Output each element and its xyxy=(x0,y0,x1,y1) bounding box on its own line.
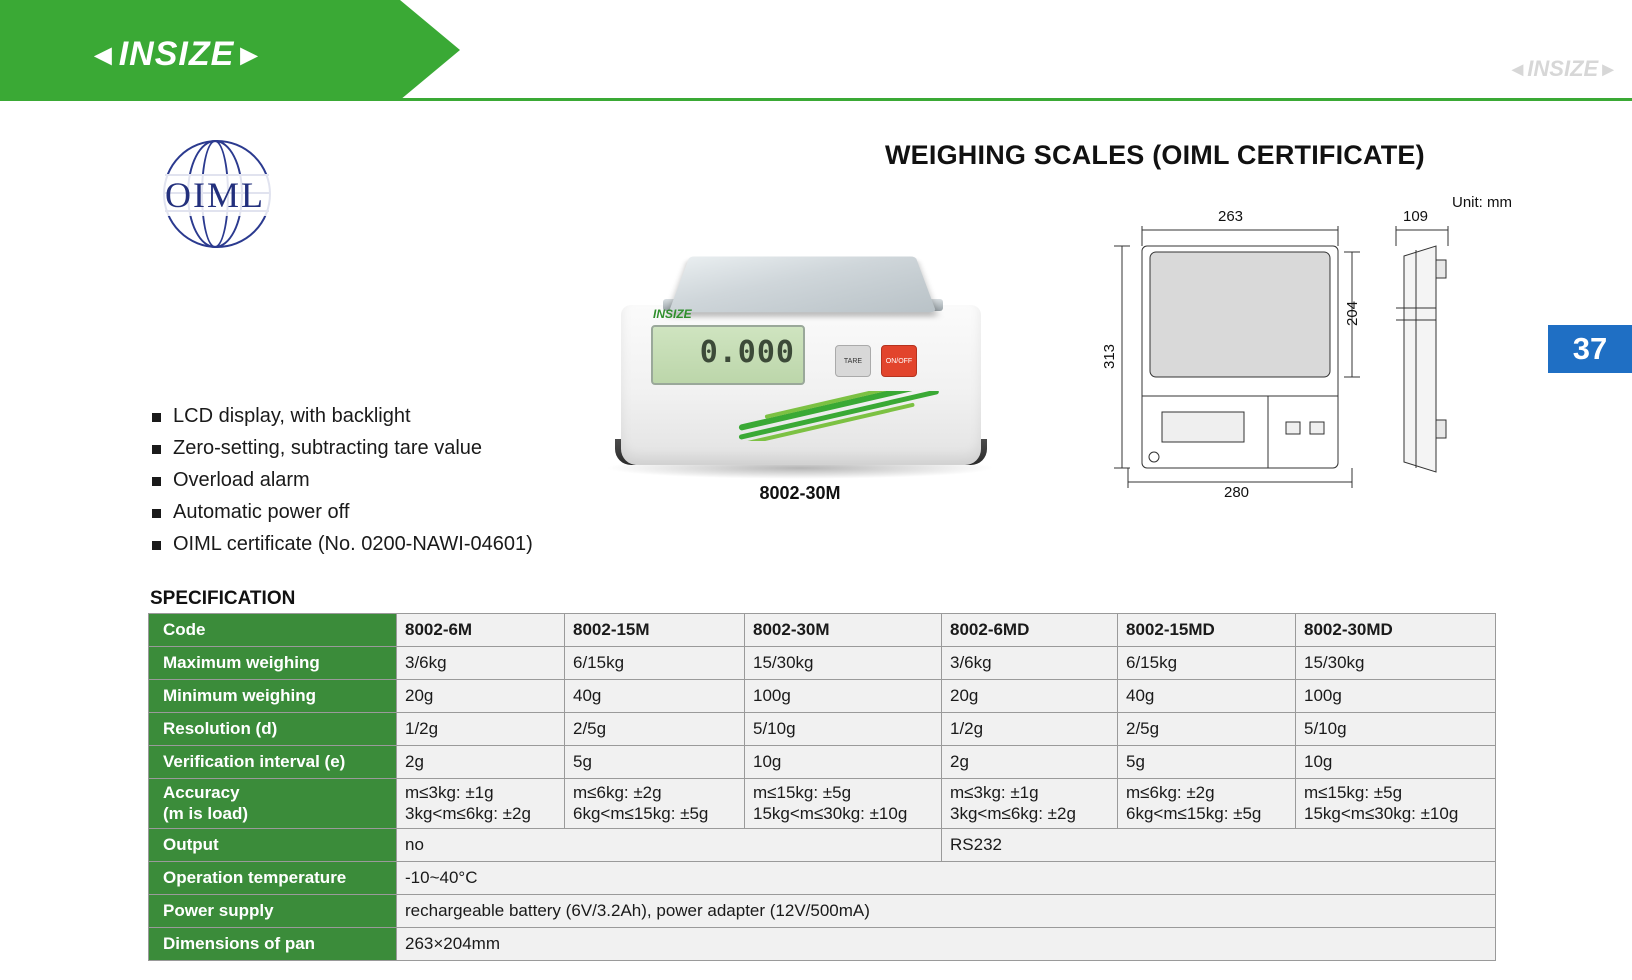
cell: 5/10g xyxy=(745,713,942,746)
accuracy-line: m≤6kg: ±2g xyxy=(573,783,662,802)
page-header xyxy=(0,0,1632,100)
specification-table xyxy=(148,613,1496,961)
cell xyxy=(1296,779,1496,829)
dim-left-height: 313 xyxy=(1101,343,1119,370)
dimension-drawings xyxy=(1100,194,1520,510)
accuracy-line: 6kg<m≤15kg: ±5g xyxy=(1126,804,1262,824)
accuracy-line: m≤6kg: ±2g xyxy=(1126,783,1215,802)
unit-label: Unit: mm xyxy=(1452,194,1512,211)
cell: 2/5g xyxy=(1118,713,1296,746)
table-row xyxy=(149,647,1496,680)
cell: 10g xyxy=(745,746,942,779)
oiml-logo-label: OIML xyxy=(155,174,275,216)
accuracy-line: 15kg<m≤30kg: ±10g xyxy=(753,804,908,824)
bullet-icon xyxy=(152,509,161,518)
row-label: Minimum weighing xyxy=(149,680,397,713)
feature-list xyxy=(152,405,533,565)
accuracy-line: 3kg<m≤6kg: ±2g xyxy=(950,804,1076,824)
bullet-icon xyxy=(152,445,161,454)
cell: no xyxy=(397,828,942,861)
feature-text: Zero-setting, subtracting tare value xyxy=(173,437,483,459)
cell: 2g xyxy=(942,746,1118,779)
list-item xyxy=(152,405,533,428)
insize-logo-right-text: INSIZE xyxy=(1527,56,1599,81)
product-brand-mark: INSIZE xyxy=(653,307,692,321)
page-number-tab xyxy=(1548,325,1632,373)
cell xyxy=(1118,779,1296,829)
product-photo xyxy=(585,195,1015,505)
cell: RS232 xyxy=(942,828,1496,861)
cell: 1/2g xyxy=(942,713,1118,746)
insize-logo-right: ◄INSIZE► xyxy=(1507,56,1618,81)
row-label: Power supply xyxy=(149,894,397,927)
cell: 8002-6M xyxy=(397,614,565,647)
table-row xyxy=(149,680,1496,713)
bullet-icon xyxy=(152,477,161,486)
cell: 40g xyxy=(1118,680,1296,713)
cell: 2/5g xyxy=(565,713,745,746)
cell: 8002-15M xyxy=(565,614,745,647)
specification-heading: SPECIFICATION xyxy=(150,588,296,609)
row-label: Maximum weighing xyxy=(149,647,397,680)
cell: 20g xyxy=(942,680,1118,713)
cell xyxy=(745,779,942,829)
oiml-certificate-logo xyxy=(155,140,275,250)
cell xyxy=(565,779,745,829)
cell: 20g xyxy=(397,680,565,713)
cell: 6/15kg xyxy=(565,647,745,680)
insize-logo-text: INSIZE xyxy=(118,35,235,73)
table-row xyxy=(149,828,1496,861)
table-row xyxy=(149,713,1496,746)
product-photo-caption: 8002-30M xyxy=(759,483,841,503)
row-label: Operation temperature xyxy=(149,861,397,894)
cell: 263×204mm xyxy=(397,927,1496,960)
dim-side-width: 109 xyxy=(1403,208,1429,225)
dim-right-height: 204 xyxy=(1344,300,1362,327)
cell: 5/10g xyxy=(1296,713,1496,746)
cell: 15/30kg xyxy=(745,647,942,680)
accuracy-line: 15kg<m≤30kg: ±10g xyxy=(1304,804,1459,824)
accuracy-line: 6kg<m≤15kg: ±5g xyxy=(573,804,709,824)
accuracy-label-line2: (m is load) xyxy=(163,804,249,824)
list-item xyxy=(152,533,533,556)
accuracy-line: m≤3kg: ±1g xyxy=(950,783,1039,802)
cell xyxy=(397,779,565,829)
table-row xyxy=(149,927,1496,960)
cell: 100g xyxy=(1296,680,1496,713)
page-number: 37 xyxy=(1572,331,1608,366)
page-title: WEIGHING SCALES (OIML CERTIFICATE) xyxy=(885,140,1425,170)
cell: 5g xyxy=(565,746,745,779)
feature-text: OIML certificate (No. 0200-NAWI-04601) xyxy=(173,533,533,555)
cell: 8002-15MD xyxy=(1118,614,1296,647)
row-label: Code xyxy=(149,614,397,647)
row-label: Verification interval (e) xyxy=(149,746,397,779)
row-label: Dimensions of pan xyxy=(149,927,397,960)
table-row xyxy=(149,861,1496,894)
table-row xyxy=(149,614,1496,647)
row-label: Resolution (d) xyxy=(149,713,397,746)
list-item xyxy=(152,437,533,460)
insize-logo: ◄INSIZE► xyxy=(88,35,265,73)
cell: 10g xyxy=(1296,746,1496,779)
cell: 40g xyxy=(565,680,745,713)
cell: 15/30kg xyxy=(1296,647,1496,680)
row-label: Output xyxy=(149,828,397,861)
tare-key: TARE xyxy=(835,345,871,377)
accuracy-line: m≤15kg: ±5g xyxy=(753,783,852,802)
list-item xyxy=(152,469,533,492)
accuracy-line: m≤3kg: ±1g xyxy=(405,783,494,802)
feature-text: Automatic power off xyxy=(173,501,350,523)
table-row xyxy=(149,894,1496,927)
onoff-key: ON/OFF xyxy=(881,345,917,377)
feature-text: Overload alarm xyxy=(173,469,310,491)
bullet-icon xyxy=(152,541,161,550)
list-item xyxy=(152,501,533,524)
cell: 6/15kg xyxy=(1118,647,1296,680)
dim-bottom-width: 280 xyxy=(1224,484,1250,501)
accuracy-line: 3kg<m≤6kg: ±2g xyxy=(405,804,531,824)
cell: 8002-6MD xyxy=(942,614,1118,647)
accuracy-line: m≤15kg: ±5g xyxy=(1304,783,1403,802)
cell: 5g xyxy=(1118,746,1296,779)
product-keypad xyxy=(835,345,945,389)
cell xyxy=(942,779,1118,829)
table-row xyxy=(149,746,1496,779)
cell: 3/6kg xyxy=(942,647,1118,680)
cell: 1/2g xyxy=(397,713,565,746)
cell: 3/6kg xyxy=(397,647,565,680)
cell: 8002-30M xyxy=(745,614,942,647)
product-lcd-display xyxy=(651,325,805,385)
bullet-icon xyxy=(152,413,161,422)
cell: 8002-30MD xyxy=(1296,614,1496,647)
decorative-stripes xyxy=(735,391,985,441)
feature-text: LCD display, with backlight xyxy=(173,405,411,427)
cell: -10~40°C xyxy=(397,861,1496,894)
lcd-value: 0.000 xyxy=(699,335,795,370)
dim-top-width: 263 xyxy=(1218,208,1244,225)
drawing-svg xyxy=(1100,200,1520,500)
table-row-accuracy xyxy=(149,779,1496,829)
cell: 2g xyxy=(397,746,565,779)
cell: rechargeable battery (6V/3.2Ah), power adapter (12V/500mA) xyxy=(397,894,1496,927)
accuracy-label-line1: Accuracy xyxy=(163,783,240,802)
header-divider xyxy=(0,98,1632,101)
row-label-accuracy xyxy=(149,779,397,829)
cell: 100g xyxy=(745,680,942,713)
